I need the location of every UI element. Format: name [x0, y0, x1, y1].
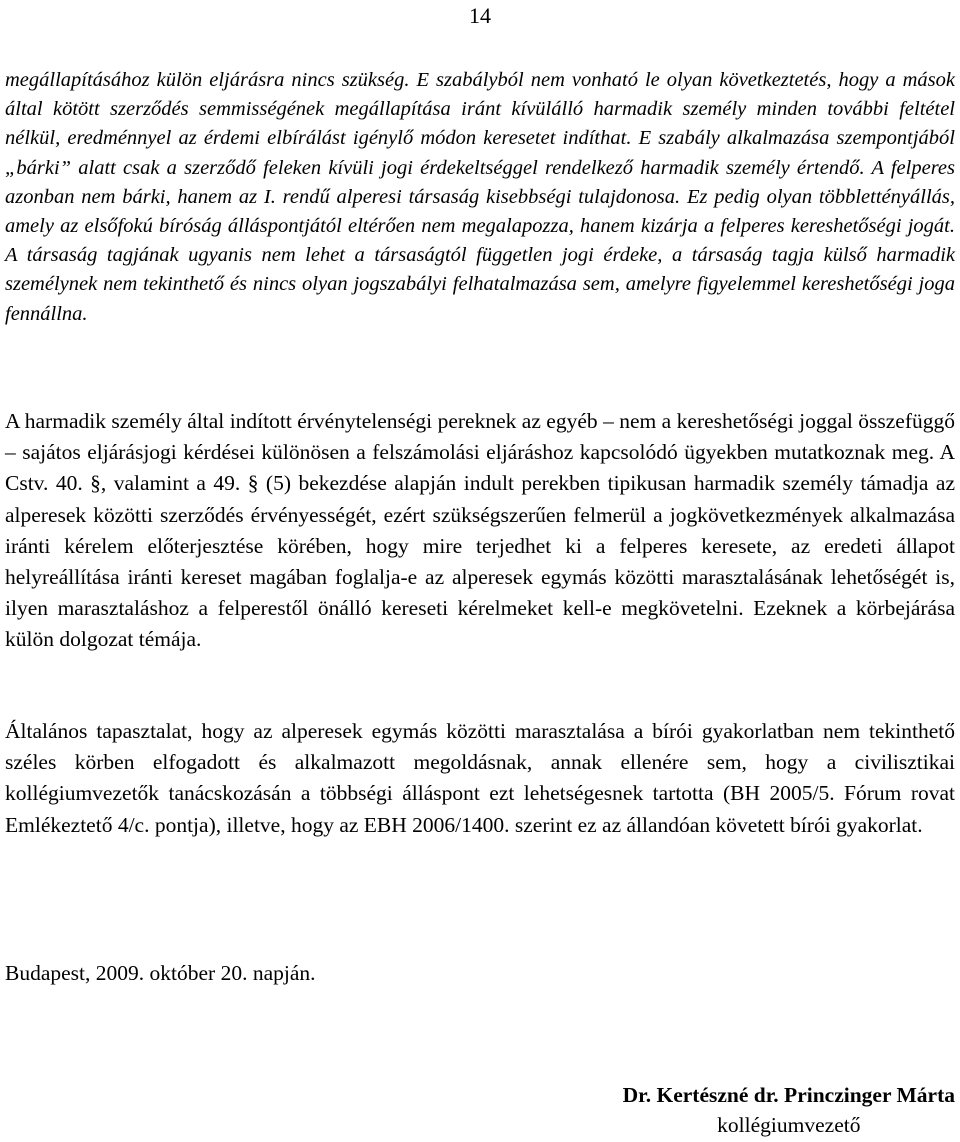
date-line: Budapest, 2009. október 20. napján. — [5, 961, 316, 985]
body-paragraph-1: A harmadik személy által indított érvénytelenségi pereknek az egyéb – nem a kereshetőségi joggal összefüggő – sajátos eljárásjogi kérdései különösen a felszámolási eljáráshoz kapcsolódó ügyekben mutatkoznak meg. A Cstv. 40. §, valamint a 49. § (5) bekezdése alapján indult perekben tipikusan harmadik személy támadja az alperesek közötti szerződés érvényességét, ezért szükségszerűen felmerül a jogkövetkezmények alkalmazása iránti kérelem előterjesztése körében, hogy mire terjedhet ki a felperes keresete, az eredeti állapot helyreállítása iránti kereset magában foglalja-e az alperesek egymás közötti marasztalásának lehetőségét is, ilyen marasztaláshoz a felperestől önálló kereseti kérelmeket kell-e megkövetelni. Ezeknek a körbejárása külön dolgozat témája. — [5, 409, 955, 652]
signature-title: kollégiumvezető — [717, 1113, 861, 1137]
italic-paragraph: megállapításához külön eljárásra nincs szükség. E szabályból nem vonható le olyan következtetés, hogy a mások által kötött szerződés semmisségének megállapítása iránt kívülálló harmadik személy minden további feltétel nélkül, eredménnyel az érdemi elbírálást igénylő módon keresetet indíthat. E szabály alkalmazása szempontjából „bárki” alatt csak a szerződő feleken kívüli jogi érdekeltséggel rendelkező harmadik személy értendő. A felperes azonban nem bárki, hanem az I. rendű alperesi társaság kisebbségi tulajdonosa. Ez pedig olyan többlettényállás, amely az elsőfokú bíróság álláspontjától eltérően nem megalapozza, hanem kizárja a felperes kereshetőségi jogát. A társaság tagjának ugyanis nem lehet a társaságtól független jogi érdeke, a társaság tagja külső harmadik személynek nem tekinthető és nincs olyan jogszabályi felhatalmazása sem, amelyre figyelemmel kereshetőségi joga fennállna. — [5, 69, 955, 325]
page-number: 14 — [469, 3, 491, 28]
signature-name: Dr. Kertészné dr. Princzinger Márta — [622, 1083, 955, 1107]
body-paragraph-2: Általános tapasztalat, hogy az alperesek egymás közötti marasztalása a bírói gyakorlatban nem tekinthető széles körben elfogadott és alkalmazott megoldásnak, annak ellenére sem, hogy a civilisztikai kollégiumvezetők tanácskozásán a többségi álláspont ezt lehetségesnek tartotta (BH 2005/5. Fórum rovat Emlékeztető 4/c. pontja), illetve, hogy az EBH 2006/1400. szerint ez az állandóan követett bírói gyakorlat. — [5, 719, 955, 837]
signature-block — [623, 1080, 955, 1140]
